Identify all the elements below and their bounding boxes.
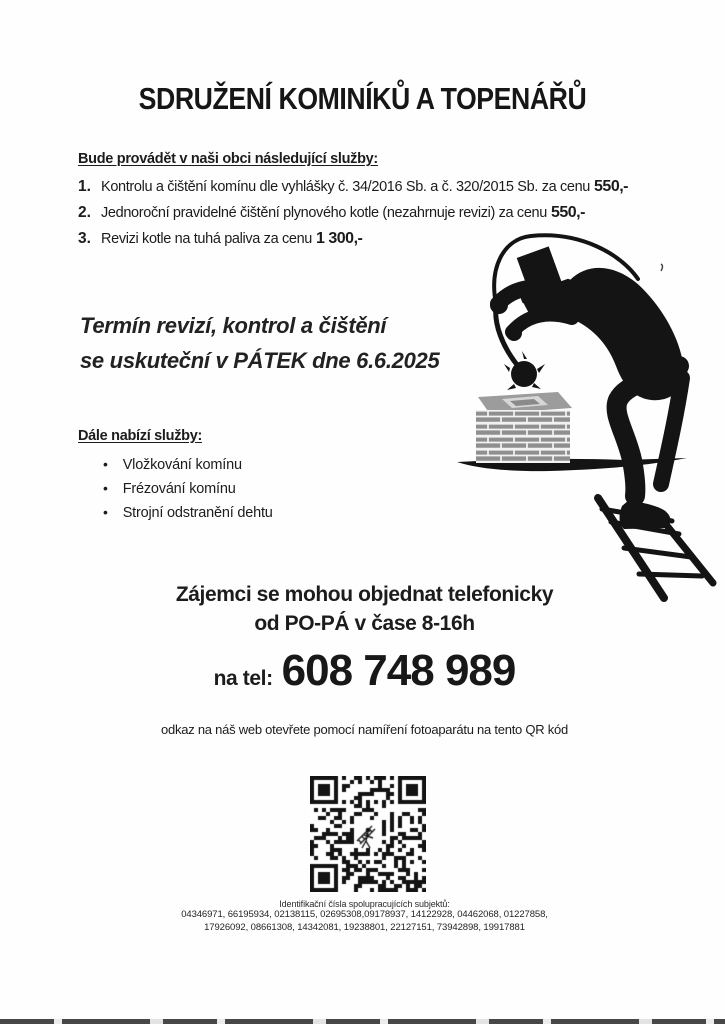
phone-row: [4, 646, 725, 696]
service-item: [78, 178, 688, 196]
service-number: 2.: [78, 204, 91, 221]
contact-section: [4, 580, 725, 696]
service-price: 1 300,-: [316, 230, 363, 247]
contact-line1: Zájemci se mohou objednat telefonicky: [175, 583, 554, 606]
more-services-heading: Dále nabízí služby:: [78, 428, 203, 444]
service-number: 1.: [78, 178, 91, 195]
more-services-section: [78, 428, 273, 525]
phone-label: na tel:: [213, 667, 273, 690]
qr-instruction: odkaz na náš web otevřete pomocí namíření fotoaparátu na tento QR kód: [161, 722, 568, 737]
list-item: • Vložkování komínu: [103, 453, 273, 477]
more-services-list: [103, 453, 273, 525]
list-item: • Frézování komínu: [103, 477, 273, 501]
footer-ids-line2: 17926092, 08661308, 14342081, 19238801, 22127151, 73942898, 19917881: [204, 921, 525, 933]
footer-heading: Identifikační čísla spolupracujících subjektů:: [279, 899, 450, 909]
sweep-figure: [490, 243, 684, 529]
service-price: 550,-: [594, 178, 628, 195]
contact-line2: od PO-PÁ v čase 8-16h: [254, 612, 475, 635]
page-title: SDRUŽENÍ KOMINÍKŮ A TOPENÁŘŮ: [138, 81, 587, 116]
qr-code-canvas: [310, 776, 426, 892]
qr-code: [310, 776, 426, 892]
scan-speck: [661, 264, 663, 271]
service-price: 550,-: [550, 204, 585, 221]
service-text: Kontrolu a čištění komínu dle vyhlášky č. 34/2016 Sb. a č. 320/2015 Sb. za cenu: [101, 179, 591, 195]
chimney-sweep-svg: [430, 228, 720, 603]
list-item: • Strojní odstranění dehtu: [103, 501, 273, 525]
footer-ids-line1: 04346971, 66195934, 02138115, 02695308,09178937, 14122928, 04462068, 01227858,: [181, 909, 548, 920]
service-number: 3.: [78, 230, 91, 247]
date-notice-line1: Termín revizí, kontrol a čištění: [80, 313, 387, 338]
phone-number: 608 748 989: [281, 646, 516, 695]
service-item: [78, 204, 688, 222]
services-heading: Bude provádět v naši obci následující služby:: [78, 151, 378, 167]
service-text: Jednoroční pravidelné čištění plynového kotle (nezahrnuje revizi) za cenu: [101, 205, 547, 221]
chimney: [476, 392, 572, 463]
footer: [4, 899, 725, 934]
date-notice-line2: se uskuteční v PÁTEK dne 6.6.2025: [80, 348, 440, 373]
service-text: Revizi kotle na tuhá paliva za cenu: [101, 231, 313, 247]
date-notice: [80, 308, 439, 378]
chimney-sweep-illustration: [430, 228, 720, 603]
scanner-edge-artifact: [0, 1019, 725, 1024]
